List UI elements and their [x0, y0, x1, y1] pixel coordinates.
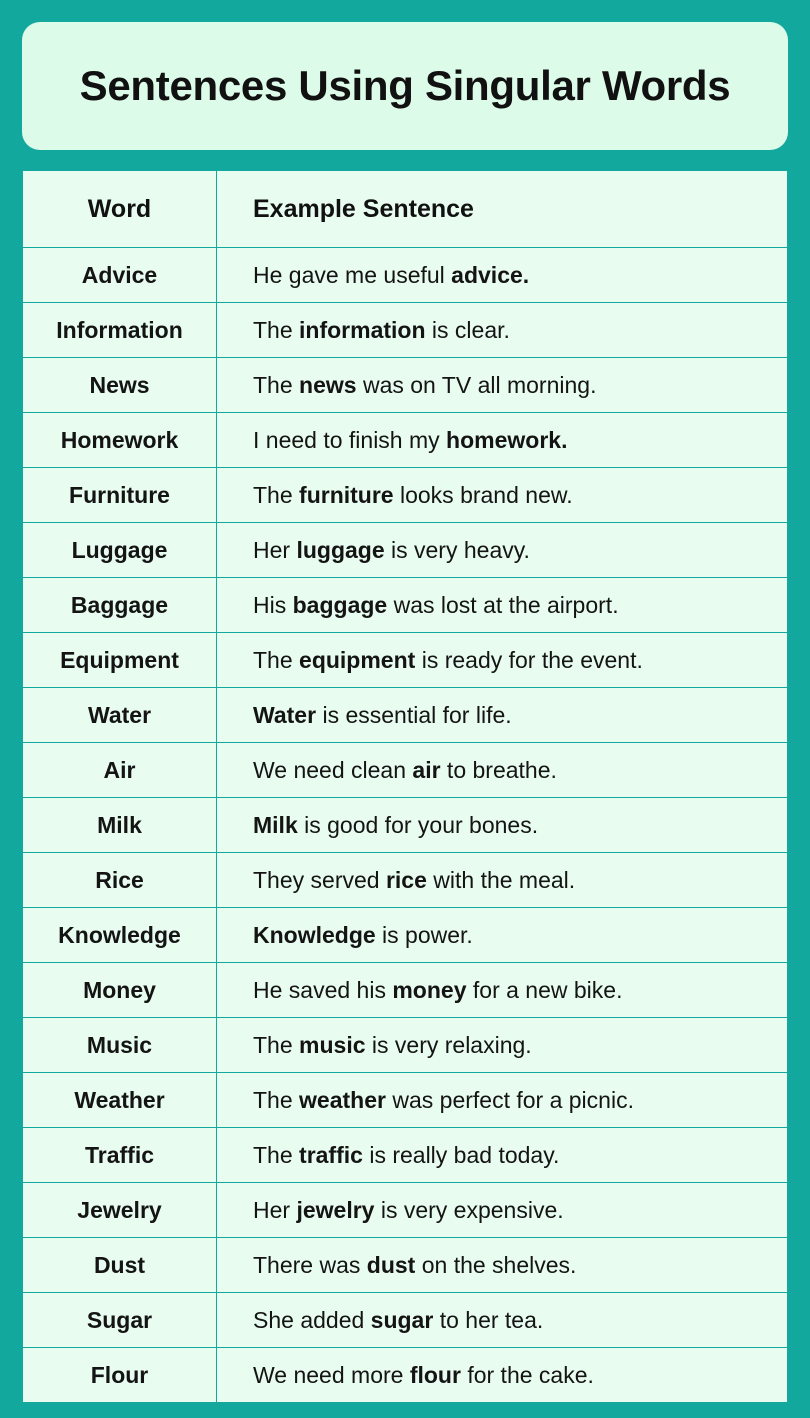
cell-word: Advice	[23, 248, 217, 303]
cell-word: Homework	[23, 413, 217, 468]
cell-word: Equipment	[23, 633, 217, 688]
table-row	[23, 1238, 788, 1293]
table-row	[23, 413, 788, 468]
sentence-keyword: luggage	[296, 536, 385, 563]
sentence-keyword: flour	[409, 1361, 461, 1388]
table-row	[23, 248, 788, 303]
sentence-suffix: with the meal.	[426, 866, 576, 893]
cell-sentence	[217, 688, 788, 743]
sentence-suffix: to breathe.	[440, 756, 557, 783]
sentence-suffix: is essential for life.	[316, 701, 512, 728]
table-header	[23, 171, 788, 248]
table-row	[23, 1073, 788, 1128]
table-row	[23, 908, 788, 963]
cell-word: Information	[23, 303, 217, 358]
sentence-prefix: The	[253, 1031, 300, 1058]
sentence-prefix: We need more	[253, 1361, 410, 1388]
sentence-keyword: equipment	[299, 646, 416, 673]
cell-word: Sugar	[23, 1293, 217, 1348]
sentence-suffix: was perfect for a picnic.	[385, 1086, 634, 1113]
singular-words-table	[22, 170, 788, 1403]
cell-word: Knowledge	[23, 908, 217, 963]
cell-word: Water	[23, 688, 217, 743]
sentence-prefix: They served	[253, 866, 386, 893]
cell-word: Money	[23, 963, 217, 1018]
cell-word: News	[23, 358, 217, 413]
sentence-prefix: He saved his	[253, 976, 393, 1003]
sentence-prefix: We need clean	[253, 756, 413, 783]
table-row	[23, 1183, 788, 1238]
sentence-keyword: sugar	[370, 1306, 434, 1333]
sentence-keyword: dust	[366, 1251, 416, 1278]
table-row	[23, 798, 788, 853]
sentence-keyword: air	[412, 756, 441, 783]
sentence-keyword: homework.	[446, 426, 568, 453]
words-table-wrapper	[22, 170, 788, 1403]
table-row	[23, 743, 788, 798]
sentence-suffix: for the cake.	[460, 1361, 594, 1388]
sentence-suffix: is power.	[375, 921, 473, 948]
cell-sentence	[217, 248, 788, 303]
sentence-keyword: jewelry	[296, 1196, 375, 1223]
sentence-prefix: The	[253, 481, 300, 508]
cell-word: Traffic	[23, 1128, 217, 1183]
cell-word: Milk	[23, 798, 217, 853]
sentence-suffix: is very relaxing.	[365, 1031, 532, 1058]
sentence-suffix: is ready for the event.	[415, 646, 643, 673]
sentence-suffix: is clear.	[425, 316, 510, 343]
sentence-suffix: is good for your bones.	[297, 811, 539, 838]
sentence-prefix: Her	[253, 1196, 297, 1223]
sentence-prefix: His	[253, 591, 293, 618]
cell-word: Luggage	[23, 523, 217, 578]
sentence-keyword: music	[299, 1031, 366, 1058]
cell-sentence	[217, 1183, 788, 1238]
sentence-keyword: news	[299, 371, 357, 398]
cell-sentence	[217, 1018, 788, 1073]
sentence-keyword: furniture	[299, 481, 394, 508]
cell-sentence	[217, 413, 788, 468]
cell-word: Flour	[23, 1348, 217, 1403]
page-title: Sentences Using Singular Words	[79, 62, 731, 109]
sentence-suffix: was lost at the airport.	[387, 591, 619, 618]
sentence-keyword: Water	[253, 701, 317, 728]
sentence-keyword: Milk	[253, 811, 298, 838]
cell-word: Baggage	[23, 578, 217, 633]
column-header-word: Word	[23, 171, 217, 248]
table-row	[23, 633, 788, 688]
cell-word: Rice	[23, 853, 217, 908]
cell-sentence	[217, 1293, 788, 1348]
sentence-keyword: information	[299, 316, 426, 343]
cell-sentence	[217, 633, 788, 688]
cell-sentence	[217, 358, 788, 413]
cell-word: Weather	[23, 1073, 217, 1128]
cell-word: Music	[23, 1018, 217, 1073]
cell-sentence	[217, 1348, 788, 1403]
cell-sentence	[217, 303, 788, 358]
table-row	[23, 523, 788, 578]
sentence-keyword: advice.	[451, 261, 530, 288]
cell-word: Air	[23, 743, 217, 798]
sentence-keyword: Knowledge	[253, 921, 376, 948]
cell-sentence	[217, 853, 788, 908]
cell-sentence	[217, 963, 788, 1018]
table-row	[23, 963, 788, 1018]
sentence-prefix: The	[253, 316, 300, 343]
table-row	[23, 303, 788, 358]
sentence-prefix: The	[253, 371, 300, 398]
sentence-prefix: She added	[253, 1306, 371, 1333]
table-header-row	[23, 171, 788, 248]
column-header-sentence: Example Sentence	[217, 171, 788, 248]
cell-sentence	[217, 468, 788, 523]
sentence-keyword: money	[392, 976, 467, 1003]
sentence-prefix: I need to finish my	[253, 426, 447, 453]
sentence-prefix: The	[253, 646, 300, 673]
sentence-suffix: looks brand new.	[393, 481, 573, 508]
sentence-suffix: on the shelves.	[415, 1251, 577, 1278]
table-row	[23, 358, 788, 413]
sentence-prefix: Her	[253, 536, 297, 563]
sentence-keyword: rice	[385, 866, 427, 893]
table-row	[23, 1293, 788, 1348]
table-row	[23, 468, 788, 523]
cell-sentence	[217, 908, 788, 963]
cell-sentence	[217, 1073, 788, 1128]
sentence-suffix: to her tea.	[433, 1306, 544, 1333]
table-row	[23, 853, 788, 908]
cell-sentence	[217, 523, 788, 578]
sentence-keyword: baggage	[292, 591, 388, 618]
sentence-prefix: There was	[253, 1251, 367, 1278]
cell-word: Dust	[23, 1238, 217, 1293]
cell-sentence	[217, 743, 788, 798]
sentence-keyword: traffic	[299, 1141, 363, 1168]
table-row	[23, 1348, 788, 1403]
sentence-prefix: The	[253, 1086, 300, 1113]
cell-sentence	[217, 798, 788, 853]
cell-sentence	[217, 578, 788, 633]
sentence-prefix: The	[253, 1141, 300, 1168]
sentence-suffix: for a new bike.	[466, 976, 623, 1003]
page-title-card	[22, 22, 788, 150]
cell-sentence	[217, 1128, 788, 1183]
sentence-suffix: is really bad today.	[362, 1141, 560, 1168]
table-row	[23, 1128, 788, 1183]
sentence-suffix: is very expensive.	[374, 1196, 564, 1223]
table-row	[23, 1018, 788, 1073]
table-row	[23, 578, 788, 633]
cell-word: Jewelry	[23, 1183, 217, 1238]
table-row	[23, 688, 788, 743]
sentence-suffix: was on TV all morning.	[356, 371, 597, 398]
cell-sentence	[217, 1238, 788, 1293]
sentence-prefix: He gave me useful	[253, 261, 452, 288]
table-body	[23, 248, 788, 1403]
sentence-keyword: weather	[299, 1086, 386, 1113]
sentence-suffix: is very heavy.	[384, 536, 530, 563]
cell-word: Furniture	[23, 468, 217, 523]
